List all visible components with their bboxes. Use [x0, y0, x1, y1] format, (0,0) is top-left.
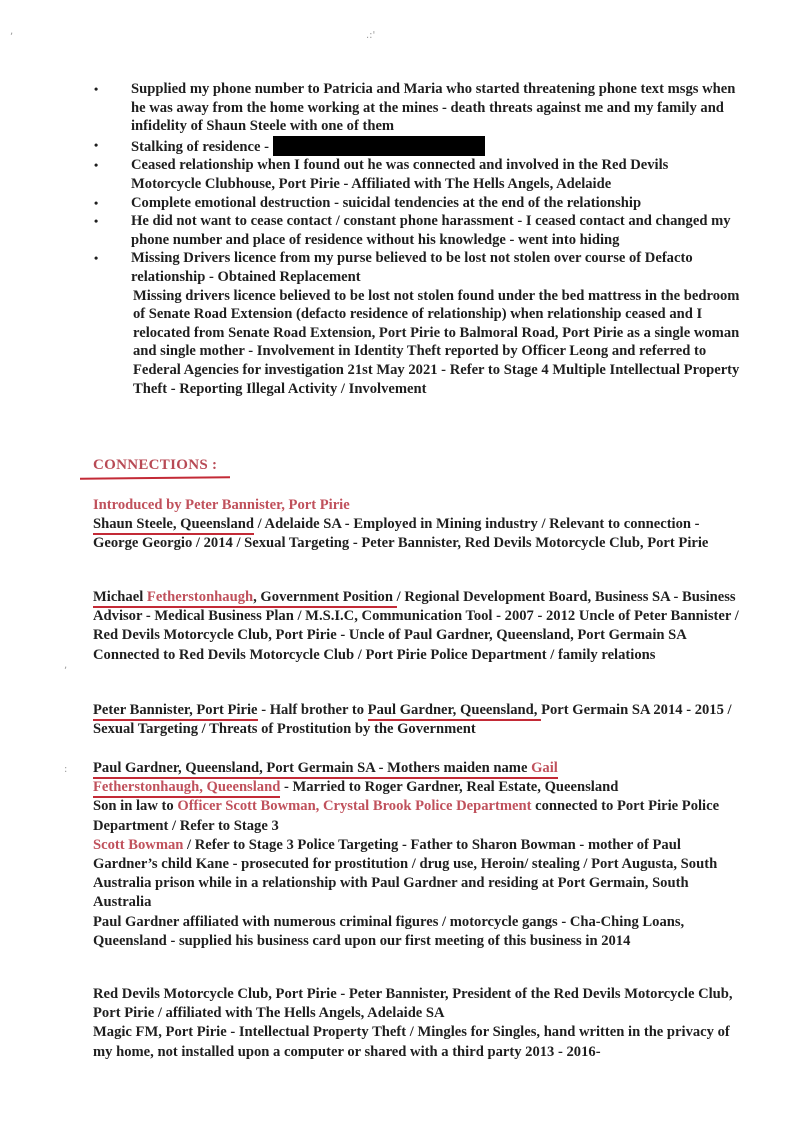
scan-mark: ,	[10, 26, 14, 37]
list-item: • Supplied my phone number to Patricia and Maria who started threatening phone text msgs when he was away from the home working at the mines - death threats against me and my family and infidelity of Shaun Steele with one of them	[92, 80, 742, 136]
redaction-box	[273, 136, 485, 156]
connection-paul: Paul Gardner, Queensland, Port Germain SA - Mothers maiden name Gail Fetherstonhaugh, Queensland - Married to Roger Gardner, Real Estate, Queensland Son in law to Officer Scott Bowman, Crystal Brook Police Department connected to Port Pirie Police Department / Refer to Stage 3 Scott Bowman / Refer to Stage 3 Police Targeting - Father to Sharon Bowman - mother of Paul Gardner’s child Kane - prosecuted for prostitution / drug use, Heroin/ stealing / Port Augusta, South Australia prison while in a relationship with Paul Gardner and residing at Port Germain, South Australia Paul Gardner affiliated with numerous criminal figures / motorcycle gangs - Cha-Ching Loans, Queensland - supplied his business card upon our first meeting of this business in 2014	[93, 760, 720, 949]
list-item: • Stalking of residence -	[92, 136, 742, 157]
connection-peter: Peter Bannister, Port Pirie - Half brother to Paul Gardner, Queensland, Port Germain SA 2014 - 2015 / Sexual Targeting / Threats of Prostitution by the Government	[93, 702, 732, 738]
list-item: • Complete emotional destruction - suicidal tendencies at the end of the relationship	[92, 194, 742, 213]
list-item: • Missing Drivers licence from my purse believed to be lost not stolen over course of Defacto relationship - Obtained Replacement Missing drivers licence believed to be lost not stolen found under the bed mattress in the bedroom of Senate Road Extension (defacto residence of relationship) when relationship ceased and I relocated from Senate Road Extension, Port Pirie to Balmoral Road, Port Pirie as a single woman and single mother - Involvement in Identity Theft reported by Officer Leong and referred to Federal Agencies for investigation 21st May 2021 - Refer to Stage 4 Multiple Intellectual Property Theft - Reporting Illegal Activity / Involvement	[92, 249, 742, 398]
scan-mark: .:'	[366, 30, 376, 41]
scan-mark: ,	[64, 660, 68, 671]
bullet-list	[92, 80, 742, 398]
connection-clubs: Red Devils Motorcycle Club, Port Pirie - Peter Bannister, President of the Red Devils Motorcycle Club, Port Pirie / affiliated with The Hells Angels, Adelaide SA Magic FM, Port Pirie - Intellectual Property Theft / Mingles for Singles, hand written in the privacy of my home, not installed upon a computer or shared with a third party 2013 - 2016-	[93, 986, 733, 1060]
connection-shaun: Introduced by Peter Bannister, Port Pirie Shaun Steele, Queensland / Adelaide SA - Employed in Mining industry / Relevant to connection - George Georgio / 2014 / Sexual Targeting - Peter Bannister, Red Devils Motorcycle Club, Port Pirie	[93, 497, 709, 552]
connection-michael: Michael Fetherstonhaugh, Government Position / Regional Development Board, Business SA - Business Advisor - Medical Business Plan / M.S.I.C, Communication Tool - 2007 - 2012 Uncle of Peter Bannister / Red Devils Motorcycle Club, Port Pirie - Uncle of Paul Gardner, Queensland, Port Germain SA Connected to Red Devils Motorcycle Club / Port Pirie Police Department / family relations	[93, 589, 739, 663]
scan-mark: :	[64, 764, 68, 775]
list-item: • He did not want to cease contact / constant phone harassment - I ceased contact and changed my phone number and place of residence without his knowledge - went into hiding	[92, 212, 742, 249]
list-item: • Ceased relationship when I found out he was connected and involved in the Red Devils Motorcycle Clubhouse, Port Pirie - Affiliated with The Hells Angels, Adelaide	[92, 156, 742, 193]
heading-underline	[80, 476, 230, 480]
list-item-followup: Missing drivers licence believed to be lost not stolen found under the bed mattress in the bedroom of Senate Road Extension (defacto residence of relationship) when relationship ceased and I relocated from Senate Road Extension, Port Pirie to Balmoral Road, Port Pirie as a single woman and single mother - Involvement in Identity Theft reported by Officer Leong and referred to Federal Agencies for investigation 21st May 2021 - Refer to Stage 4 Multiple Intellectual Property Theft - Reporting Illegal Activity / Involvement	[133, 287, 740, 397]
section-heading: CONNECTIONS :	[93, 457, 218, 473]
